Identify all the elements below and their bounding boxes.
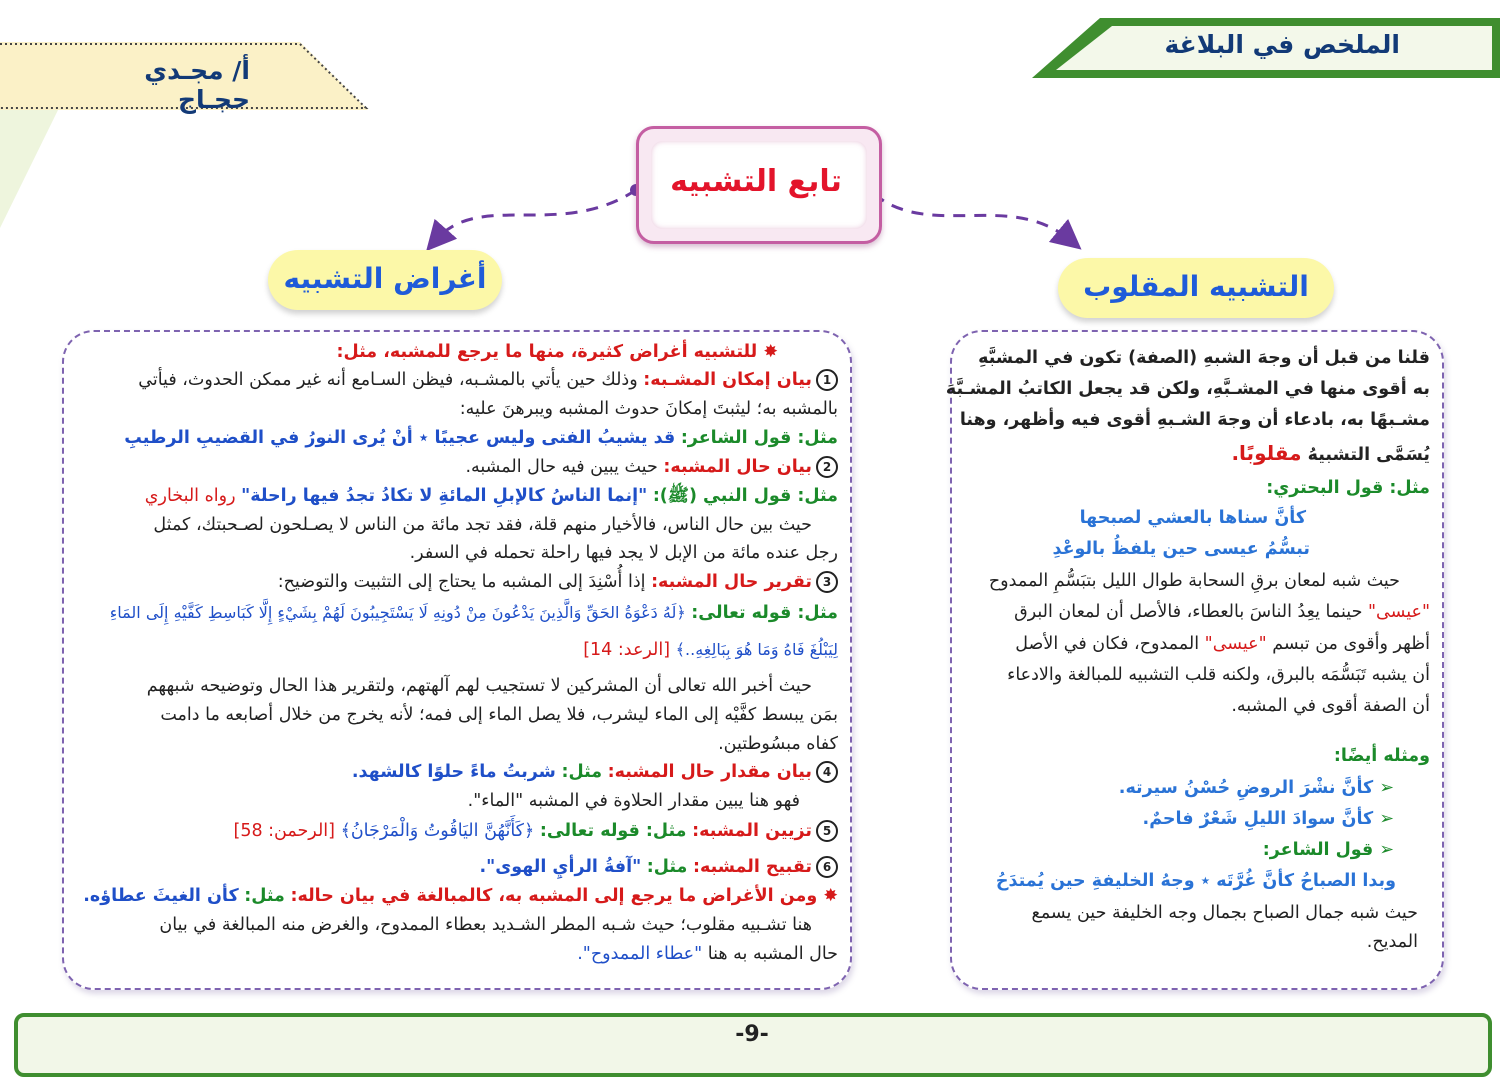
purpose-7-expl-b: حال المشبه به هنا "عطاء الممدوح". — [577, 944, 838, 964]
reversed-intro-a: قلنا من قبل أن وجهَ الشبهِ (الصفة) تكون في المشبَّهِ — [978, 348, 1430, 368]
book-title: الملخص في البلاغة — [1164, 30, 1400, 59]
page-number: -9- — [735, 1022, 769, 1047]
reversed-intro-d: يُسَمَّى التشبيهُ مقلوبًا. — [1231, 441, 1430, 465]
number-badge: 6 — [816, 856, 838, 878]
verse-line-a: كأنَّ سناها بالعشي لصبحها — [1079, 508, 1306, 528]
more-example-2: ➢ كأنَّ سوادَ الليلِ شَعْرٌ فاحمٌ. — [1142, 809, 1394, 829]
arrow-bullet-icon: ➢ — [1373, 778, 1394, 798]
author-name: أ/ مجـدي حجـاج — [144, 56, 250, 114]
star-bullet-icon: ✸ — [817, 886, 838, 906]
purpose-2-expl-b: رجل عنده مائة من الإبل لا يجد فيها راحلة تحمله في السفر. — [409, 543, 838, 563]
purpose-2-expl-a: حيث بين حال الناس، فالأخيار منهم قلة، فقد تجد مائة من الناس لا يصـلحون لصـحبتك، كمثل — [153, 515, 812, 535]
purpose-4-line: 4بيان مقدار حال المشبه: مثل: شربتُ ماءً حلوًا كالشهد. — [352, 760, 838, 784]
corner-decoration — [0, 110, 60, 230]
purpose-4-expl: فهو هنا يبين مقدار الحلاوة في المشبه "الماء". — [467, 791, 800, 811]
number-badge: 1 — [816, 369, 838, 391]
reversed-expl-f: حيث شبه جمال الصباح بجمال وجه الخليفة حين يسمع — [1031, 903, 1418, 923]
section-heading-purposes: أغراض التشبيه — [283, 262, 487, 295]
purpose-3-line: 3تقرير حال المشبه: إذا أُسْنِدَ إلى المشبه ما يحتاج إلى التثبيت والتوضيح: — [278, 570, 838, 594]
number-badge: 5 — [816, 820, 838, 842]
purpose-1-title: بيان إمكان المشـبه: — [643, 370, 812, 390]
purpose-3-expl-a: حيث أخبر الله تعالى أن المشركين لا تستجيب لهم آلهتهم، ولتقرير هذا الحال وتوضيحه شبههم — [146, 676, 812, 696]
verse-line-b: تبسُّمُ عيسى حين يلفظُ بالوعْدِ — [1052, 539, 1310, 559]
purpose-1-example: مثل: قول الشاعر: قد يشيبُ الفتى وليس عجيبًا ٭ أنْ يُرى النورُ في القضيبِ الرطيبِ — [124, 428, 838, 448]
page-title: تابع التشبيه — [670, 164, 842, 199]
reversed-expl-a: حيث شبه لمعان برقِ السحابة طوال الليل بتبَسُّمِ الممدوح — [988, 571, 1400, 591]
reversed-expl-d: أن يشبه تَبَسُّمَه بالبرق، ولكنه قلب التشبيه للمبالغة والادعاء — [1007, 665, 1430, 685]
purpose-3-title: تقرير حال المشبه: — [651, 572, 812, 592]
section-heading-reversed: التشبيه المقلوب — [1083, 270, 1309, 303]
purpose-6-line: 6تقبيح المشبه: مثل: "آفةُ الرأيِ الهوى". — [479, 855, 838, 879]
purpose-1-line-b: بالمشبه به؛ ليثبتَ إمكانَ حدوث المشبه ويبرهنَ عليه: — [459, 399, 838, 419]
purpose-2-line: 2بيان حال المشبه: حيث يبين فيه حال المشبه. — [465, 455, 838, 479]
purpose-5-title: تزيين المشبه: — [692, 821, 812, 841]
reversed-expl-b: "عيسى" حينما يعِدُ الناسَ بالعطاء، فالأصل أن لمعان البرق — [1014, 602, 1430, 622]
star-bullet-icon: ✸ — [757, 342, 778, 362]
reversed-intro-c: مشـبهًا به، بادعاء أن وجهَ الشـبهِ أقوى فيه وأظهر، وهنا — [959, 410, 1430, 430]
more-examples-label: ومثله أيضًا: — [1333, 746, 1430, 766]
purpose-3-expl-c: كفاه مبسُوطتين. — [718, 734, 838, 754]
more-example-1: ➢ كأنَّ نشْرَ الروضِ حُسْنُ سيرته. — [1118, 778, 1394, 798]
purpose-2-example: مثل: قول النبي (ﷺ): "إنما الناسُ كالإبلِ المائةِ لا تكادُ تجدُ فيها راحلة" رواه البخاري — [144, 486, 838, 506]
number-badge: 4 — [816, 761, 838, 783]
purpose-6-title: تقبيح المشبه: — [692, 857, 812, 877]
arrow-bullet-icon: ➢ — [1373, 840, 1394, 860]
purpose-2-title: بيان حال المشبه: — [663, 457, 812, 477]
more-example-3: ➢ قول الشاعر: — [1262, 840, 1394, 860]
arrow-bullet-icon: ➢ — [1373, 809, 1394, 829]
reversed-expl-g: المديح. — [1366, 932, 1418, 952]
verse-line-c: وبدا الصباحُ كأنَّ غُرَّتَه ٭ وجهُ الخليفةِ حين يُمتدَحُ — [995, 871, 1396, 891]
reversed-expl-c: أظهر وأقوى من تبسم "عيسى" الممدوح، فكان في الأصل — [1015, 634, 1430, 654]
reversed-expl-e: أن الصفة أقوى في المشبه. — [1231, 696, 1430, 716]
purpose-3-example-b: لِيَبْلُغَ فَاهُ وَمَا هُوَ بِبَالِغِهِ..﴾ [الرعد: 14] — [583, 640, 838, 660]
purpose-3-example-a: مثل: قوله تعالى: ﴿لَهُ دَعْوَةُ الحَقِّ وَالَّذِينَ يَدْعُونَ مِنْ دُونِهِ لَا يَسْتَجِيبُونَ لَهُمْ بِشَيْءٍ إِلَّا كَبَاسِطِ كَفَّيْهِ إِلَى المَاءِ — [109, 603, 838, 623]
purpose-4-title: بيان مقدار حال المشبه: — [607, 762, 812, 782]
reversed-example-label: مثل: قول البحتري: — [1266, 478, 1430, 498]
purpose-7-expl-a: هنا تشـبيه مقلوب؛ حيث شـبه المطر الشـديد بعطاء الممدوح، والغرض منه المبالغة في بيان — [159, 915, 812, 935]
purpose-7-line: ✸ ومن الأغراض ما يرجع إلى المشبه به، كالمبالغة في بيان حاله: مثل: كأن الغيثَ عطاؤه. — [83, 886, 838, 906]
number-badge: 3 — [816, 571, 838, 593]
purpose-1-line-a: 1بيان إمكان المشـبه: وذلك حين يأتي بالمشـبه، فيظن السـامع أنه غير ممكن الحدوث، فيأتي — [138, 368, 838, 392]
purpose-5-line: 5تزيين المشبه: مثل: قوله تعالى: ﴿كَأَنَّهُنَّ اليَاقُوتُ وَالْمَرْجَانُ﴾ [الرحمن: 58] — [233, 819, 838, 843]
number-badge: 2 — [816, 456, 838, 478]
purposes-intro: ✸ للتشبيه أغراض كثيرة، منها ما يرجع للمشبه، مثل: — [336, 342, 778, 362]
reversed-intro-b: به أقوى منها في المشـبَّهِ، ولكن قد يجعل الكاتبُ المشـبَّهَ — [945, 379, 1430, 399]
purpose-3-expl-b: بمَن يبسط كفَّيْه إلى الماء ليشرب، فلا يصل الماء إلى فمه؛ لأنه يخرج من خلال أصابعه ما دامت — [160, 705, 838, 725]
